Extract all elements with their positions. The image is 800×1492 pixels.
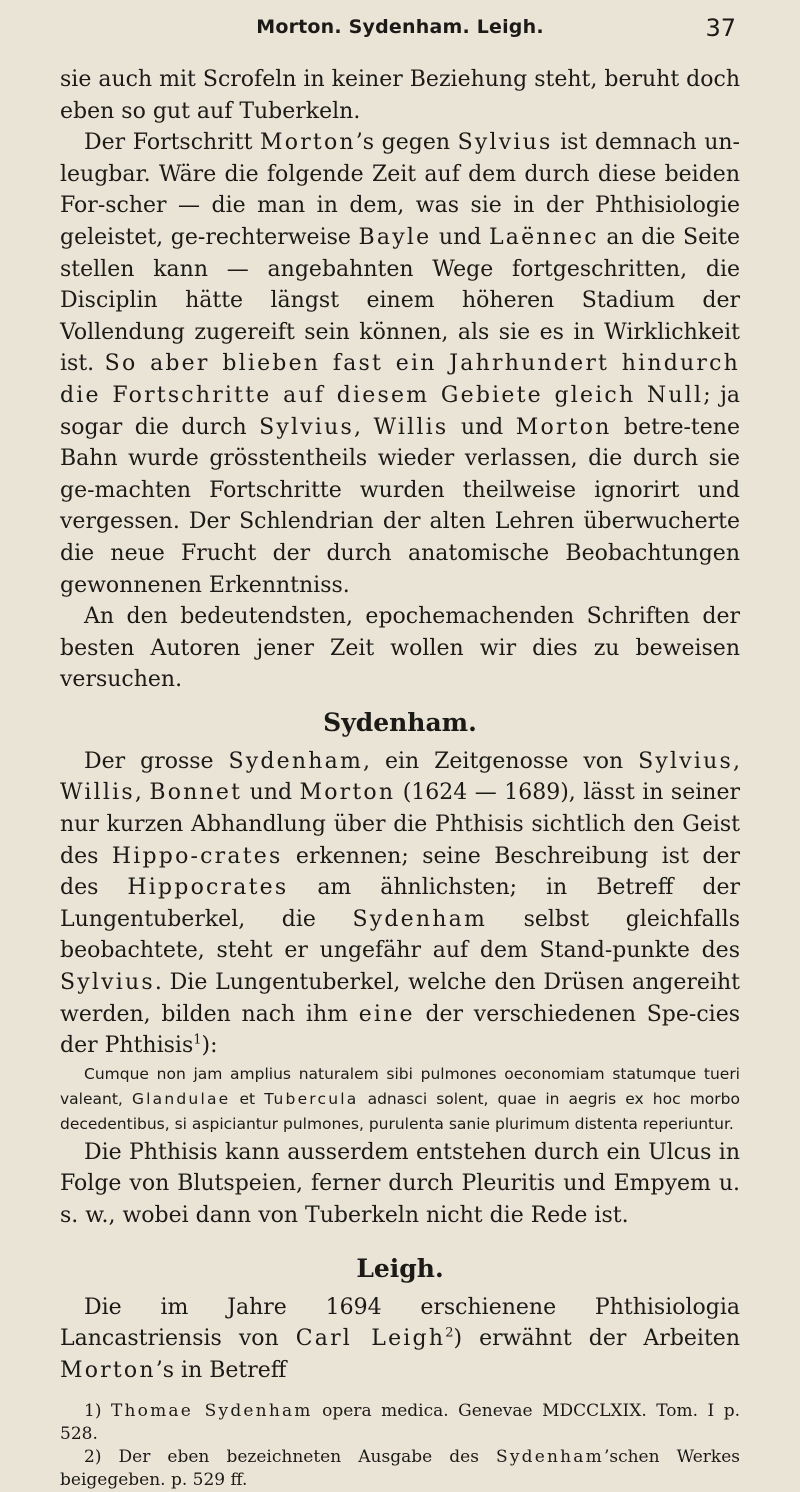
text-run: 1)	[84, 1401, 111, 1422]
page-body	[60, 64, 740, 1492]
latin-quotation	[60, 1062, 740, 1137]
author-name: Morton	[60, 1357, 156, 1383]
paragraph-sydenham	[60, 746, 740, 1062]
author-name: Morton	[299, 780, 396, 806]
text-run: der verschiedenen Spe-cies der Phthisis	[60, 1001, 740, 1059]
text-run: Der grosse	[84, 748, 229, 774]
author-name: Sydenham	[352, 906, 488, 932]
footnotes	[60, 1400, 740, 1492]
author-name: Sylvius	[259, 414, 354, 440]
author-name: Sydenham	[228, 748, 364, 774]
text-run: ’s in Betreff	[155, 1357, 287, 1383]
author-name: Hippocrates	[127, 875, 289, 901]
text-run: ,	[733, 748, 740, 774]
emphasized-phrase: So aber blieben fast ein Jahrhundert hindurch die Fortschritte auf diesem Gebiete gleich Null	[60, 351, 741, 408]
text-run: Die im Jahre 1694 erschienene Phthisiologia Lancastriensis von	[60, 1294, 740, 1352]
text-run: adnasci solent, quae in aegris ex hoc morbo decedentibus, si aspiciantur pulmones, purulenta sanie plurimum distenta reperiuntur.	[60, 1089, 740, 1133]
text-run: . Die Lungentuberkel, welche den Drüsen angereiht werden, bilden nach ihm	[60, 970, 740, 1027]
text-run: erkennen; seine Beschreibung ist der des	[60, 843, 741, 901]
text-run: betre-tene Bahn wurde grösstentheils wieder verlassen, die durch sie ge-machten Fortschritte wurden theilweise ignorirt und vergessen. Der Schlendrian der alten Lehren überwucherte die neue Frucht der durch anatomische Beobachtungen gewonnenen Erkenntniss.	[60, 414, 740, 598]
text-run: ’schen Werkes beigegeben. p. 529 ff.	[60, 1447, 741, 1491]
text-run: am ähnlichsten; in Betreff der Lungentuberkel, die	[60, 875, 740, 932]
text-run: , ein Zeitgenosse von	[363, 748, 639, 774]
text-run: und	[242, 780, 300, 806]
emphasized-word: eine	[358, 1001, 415, 1027]
text-run: ; ja sogar die durch	[60, 382, 741, 440]
author-name: Sydenham	[496, 1447, 604, 1468]
running-head: Morton. Sydenham. Leigh.	[256, 16, 544, 38]
author-name: Willis	[373, 414, 449, 440]
emphasized-term: Tubercula	[264, 1089, 359, 1108]
text-line: so gut auf Tuberkeln.	[121, 98, 361, 124]
author-name: Carl Leigh	[295, 1326, 446, 1352]
footnote-marker[interactable]: 2	[445, 1325, 454, 1341]
section-heading-sydenham: Sydenham.	[323, 707, 477, 737]
author-name: Bayle	[358, 224, 432, 250]
text-run: ist demnach un-leugbar. Wäre die folgende Zeit auf dem durch diese beiden For-scher — die man in dem, was sie in der Phthisiologie geleistet, ge-rechterweise	[60, 130, 740, 250]
footnote-1	[60, 1400, 740, 1446]
continuation-paragraph	[60, 64, 740, 127]
paragraph-phthisis-causes: Die Phthisis kann ausserdem entstehen durch ein Ulcus in Folge von Blutspeien, ferner durch Pleuritis und Empyem u. s. w., wobei dann von Tuberkeln nicht die Rede ist.	[60, 1139, 740, 1228]
text-run: und	[448, 414, 516, 440]
author-name: Sylvius	[60, 970, 155, 996]
author-name: Bonnet	[149, 780, 243, 806]
text-run: (1624 — 1689), lässt in seiner nur kurzen Abhandlung über die Phthisis sichtlich den Geist des	[60, 780, 740, 869]
text-line: sie auch mit Scrofeln in keiner Beziehung steht, beruht doch eben	[60, 67, 740, 124]
emphasized-term: Glandulae	[131, 1089, 231, 1108]
text-run: 2) Der eben bezeichneten Ausgabe des	[84, 1447, 496, 1468]
text-run: an die Seite stellen kann — angebahnten Wege fortgeschritten, die Disciplin hätte längst einem höheren Stadium der Vollendung zugereift sein können, als sie es in Wirklichkeit ist.	[60, 224, 740, 377]
text-run: opera medica. Genevae MDCCLXIX. Tom. I p. 528.	[60, 1401, 740, 1445]
text-run: ):	[201, 1033, 218, 1059]
text-run: ’s gegen	[355, 130, 458, 156]
paragraph-leigh	[60, 1292, 740, 1387]
author-name: Sylvius	[638, 748, 733, 774]
text-run: und	[431, 224, 489, 250]
author-name: Sylvius	[457, 130, 553, 156]
text-run: ,	[134, 780, 150, 806]
author-name: Laënnec	[488, 224, 599, 250]
author-name: Morton	[260, 130, 356, 156]
text-run: ) erwähnt der Arbeiten	[453, 1326, 740, 1352]
author-name: Thomae Sydenham	[110, 1401, 313, 1422]
page-number: 37	[705, 14, 736, 42]
author-name: Willis	[60, 780, 135, 806]
section-heading-leigh: Leigh.	[356, 1253, 444, 1283]
author-name: Morton	[515, 414, 612, 440]
text-run: Der Fortschritt	[84, 130, 261, 156]
paragraph-intent: An den bedeutendsten, epochemachenden Schriften der besten Autoren jener Zeit wollen wir dies zu beweisen versuchen.	[60, 604, 740, 693]
footnote-2	[60, 1446, 740, 1492]
page-header	[0, 8, 800, 44]
text-run: Cumque non jam amplius naturalem sibi pulmones oeconomiam statumque tueri valeant,	[60, 1064, 740, 1108]
author-name: Hippo-crates	[111, 843, 283, 869]
text-run: et	[230, 1089, 265, 1108]
text-run: ,	[354, 414, 374, 440]
text-run: selbst gleichfalls beobachtete, steht er ungefähr auf dem Stand-punkte des	[60, 906, 740, 964]
paragraph-morton-progress	[60, 127, 740, 601]
footnote-marker[interactable]: 1	[193, 1032, 202, 1048]
